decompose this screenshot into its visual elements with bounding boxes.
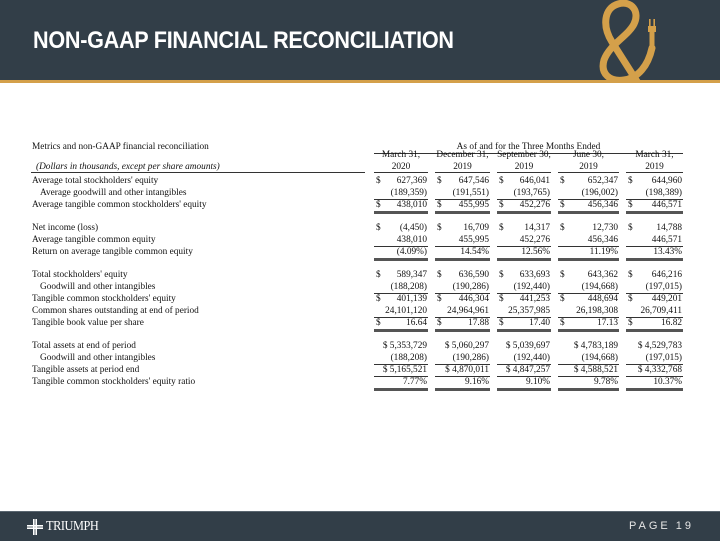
cell-value: 438,010 [396, 235, 427, 245]
subtotal-rule [558, 364, 619, 365]
subtotal-rule [374, 199, 428, 200]
table-cell [435, 246, 490, 258]
table-cell [626, 305, 683, 317]
currency-symbol: $ [376, 294, 381, 304]
cell-value: $ 5,039,697 [505, 341, 550, 351]
row-label: Total stockholders' equity [32, 270, 128, 280]
currency-symbol: $ [437, 270, 442, 280]
table-cell [558, 293, 619, 305]
table-cell [626, 234, 683, 246]
row-label: Goodwill and other intangibles [40, 353, 156, 363]
currency-symbol: $ [499, 176, 504, 186]
cell-value: (197,015) [645, 353, 682, 363]
subtotal-rule [626, 317, 683, 318]
subtotal-rule [435, 317, 490, 318]
cell-value: 7.77% [402, 377, 427, 387]
cell-value: (194,668) [581, 353, 618, 363]
table-cell [497, 269, 551, 281]
cell-value: 14,317 [524, 223, 550, 233]
page-title: NON-GAAP FINANCIAL RECONCILIATION [33, 27, 454, 54]
footer-brand [27, 517, 106, 537]
column-header-rule [626, 172, 683, 173]
currency-symbol: $ [560, 176, 565, 186]
table-cell [374, 281, 428, 293]
cell-value: 633,693 [519, 270, 550, 280]
subtotal-rule [626, 293, 683, 294]
currency-symbol: $ [376, 200, 381, 210]
table-cell [558, 281, 619, 293]
cell-value: 589,347 [396, 270, 427, 280]
total-double-rule [374, 388, 428, 391]
row-label: Total assets at end of period [32, 341, 136, 351]
table-cell [435, 340, 490, 352]
table-cell [435, 305, 490, 317]
cell-value: 643,362 [587, 270, 618, 280]
column-header-year: 2019 [453, 162, 472, 172]
column-header-year: 2020 [391, 162, 411, 172]
table-cell [435, 175, 490, 187]
table-cell [497, 187, 551, 199]
total-double-rule [626, 329, 683, 332]
cell-value: 452,276 [519, 235, 550, 245]
total-double-rule [435, 211, 490, 214]
cell-value: 9.78% [593, 377, 618, 387]
table-cell [626, 376, 683, 388]
subtotal-rule [558, 246, 619, 247]
total-double-rule [558, 329, 619, 332]
row-label: Average tangible common stockholders' equity [32, 200, 207, 210]
currency-symbol: $ [376, 176, 381, 186]
cell-value: 26,198,308 [576, 306, 618, 316]
currency-symbol: $ [628, 318, 633, 328]
currency-symbol: $ [628, 200, 633, 210]
table-cell [374, 246, 428, 258]
table-cell [626, 281, 683, 293]
cell-value: 627,369 [396, 176, 427, 186]
cell-value: 12.56% [521, 247, 550, 257]
subtotal-rule [374, 246, 428, 247]
total-double-rule [374, 258, 428, 261]
brand-name: TRIUMPH [46, 519, 99, 534]
table-cell [374, 234, 428, 246]
cell-value: 16.64 [406, 318, 427, 328]
cell-value: $ 5,165,521 [382, 365, 427, 375]
subtotal-rule [435, 293, 490, 294]
table-cell [558, 352, 619, 364]
cell-value: (188,208) [390, 353, 427, 363]
cell-value: 10.37% [653, 377, 682, 387]
table-cell [497, 281, 551, 293]
cell-value: $ 4,847,257 [505, 365, 550, 375]
table-cell [626, 340, 683, 352]
table-cell [558, 269, 619, 281]
cell-value: (189,359) [390, 188, 427, 198]
currency-symbol: $ [499, 270, 504, 280]
table-cell [497, 352, 551, 364]
subtotal-rule [497, 246, 551, 247]
table-cell [374, 305, 428, 317]
column-header-year: 2019 [514, 162, 534, 172]
currency-symbol: $ [560, 318, 565, 328]
total-double-rule [497, 388, 551, 391]
table-cell [558, 305, 619, 317]
cell-value: 446,304 [458, 294, 489, 304]
cell-value: 11.19% [589, 247, 618, 257]
column-header-rule [497, 172, 551, 173]
currency-symbol: $ [376, 318, 381, 328]
cell-value: 14.54% [460, 247, 489, 257]
row-label: Tangible book value per share [32, 318, 144, 328]
column-header-period: December 31, [436, 150, 489, 160]
table-cell [497, 364, 551, 376]
table-cell [374, 340, 428, 352]
table-cell [626, 364, 683, 376]
total-double-rule [435, 258, 490, 261]
table-cell [435, 281, 490, 293]
currency-symbol: $ [560, 223, 565, 233]
subtotal-rule [497, 199, 551, 200]
table-cell [497, 376, 551, 388]
cell-value: $ 4,588,521 [573, 365, 618, 375]
cell-value: $ 4,783,189 [573, 341, 618, 351]
cell-value: 646,216 [651, 270, 682, 280]
currency-symbol: $ [437, 294, 442, 304]
row-label: Average goodwill and other intangibles [40, 188, 187, 198]
cell-value: 26,709,411 [640, 306, 682, 316]
table-cell [626, 199, 683, 211]
currency-symbol: $ [628, 270, 633, 280]
cell-value: 12,730 [592, 223, 618, 233]
page-number [624, 520, 694, 532]
cell-value: 448,694 [587, 294, 618, 304]
column-header-year: 2019 [645, 162, 664, 172]
subtotal-rule [626, 364, 683, 365]
cell-value: (197,015) [645, 282, 682, 292]
table-cell [626, 293, 683, 305]
cell-value: (190,286) [452, 353, 489, 363]
cell-value: 24,101,120 [385, 306, 427, 316]
table-cell [435, 222, 490, 234]
cell-value: 455,995 [458, 235, 489, 245]
table-cell [626, 246, 683, 258]
cell-value: $ 4,870,011 [445, 365, 489, 375]
column-header-period: September 30, [497, 150, 551, 160]
table-cell [435, 293, 490, 305]
cell-value: 446,571 [651, 235, 682, 245]
cell-value: (193,765) [513, 188, 550, 198]
currency-symbol: $ [560, 200, 565, 210]
cell-value: 16,709 [463, 223, 489, 233]
table-cell [626, 317, 683, 329]
cell-value: 25,357,985 [508, 306, 550, 316]
table-cell [435, 269, 490, 281]
table-cell [558, 317, 619, 329]
cell-value: 452,276 [519, 200, 550, 210]
cell-value: 652,347 [587, 176, 618, 186]
page-number-value: 19 [675, 520, 694, 532]
currency-symbol: $ [437, 318, 442, 328]
column-header-period: June 30, [573, 150, 604, 160]
subtotal-rule [497, 293, 551, 294]
table-cell [626, 352, 683, 364]
currency-symbol: $ [499, 294, 504, 304]
cell-value: (192,440) [513, 282, 550, 292]
cell-value: 9.16% [464, 377, 489, 387]
table-cell [374, 199, 428, 211]
label-header-rule [31, 172, 365, 173]
table-cell [435, 234, 490, 246]
row-label: Tangible common stockholders' equity ratio [32, 377, 196, 387]
column-header-period: March 31, [635, 150, 674, 160]
currency-symbol: $ [437, 223, 442, 233]
total-double-rule [558, 258, 619, 261]
currency-symbol: $ [499, 318, 504, 328]
table-cell [558, 376, 619, 388]
cell-value: 441,253 [519, 294, 550, 304]
table-cell [497, 222, 551, 234]
table-cell [626, 269, 683, 281]
subtotal-rule [374, 317, 428, 318]
subtotal-rule [374, 364, 428, 365]
cell-value: $ 4,332,768 [637, 365, 682, 375]
table-cell [374, 187, 428, 199]
total-double-rule [626, 258, 683, 261]
cell-value: 9.10% [525, 377, 550, 387]
cell-value: (188,208) [390, 282, 427, 292]
total-double-rule [374, 211, 428, 214]
cell-value: (4,450) [399, 223, 427, 233]
table-cell [497, 175, 551, 187]
column-header-period: March 31, [381, 150, 421, 160]
table-cell [497, 199, 551, 211]
units-note: (Dollars in thousands, except per share amounts) [36, 162, 220, 172]
table-cell [374, 352, 428, 364]
total-double-rule [497, 211, 551, 214]
cell-value: (196,002) [581, 188, 618, 198]
table-cell [497, 340, 551, 352]
currency-symbol: $ [437, 200, 442, 210]
subtotal-rule [435, 376, 490, 377]
row-label: Return on average tangible common equity [32, 247, 193, 257]
row-label: Average total stockholders' equity [32, 176, 159, 186]
table-cell [558, 246, 619, 258]
table-cell [626, 175, 683, 187]
subtotal-rule [558, 199, 619, 200]
table-cell [558, 175, 619, 187]
currency-symbol: $ [376, 223, 381, 233]
currency-symbol: $ [499, 223, 504, 233]
cell-value: 456,346 [587, 200, 618, 210]
cell-value: 401,139 [396, 294, 427, 304]
table-cell [558, 222, 619, 234]
subtotal-rule [435, 246, 490, 247]
table-cell [435, 352, 490, 364]
cell-value: 438,010 [396, 200, 427, 210]
currency-symbol: $ [376, 270, 381, 280]
row-label: Average tangible common equity [32, 235, 156, 245]
group-header: As of and for the Three Months Ended [456, 142, 601, 152]
currency-symbol: $ [628, 223, 633, 233]
table-cell [435, 364, 490, 376]
cell-value: $ 5,353,729 [382, 341, 427, 351]
total-double-rule [626, 388, 683, 391]
row-label: Net income (loss) [32, 223, 99, 233]
table-cell [558, 340, 619, 352]
subtotal-rule [558, 376, 619, 377]
table-cell [497, 305, 551, 317]
cell-value: 455,995 [458, 200, 489, 210]
table-cell [558, 364, 619, 376]
table-cell [497, 317, 551, 329]
table-cell [558, 234, 619, 246]
row-label: Common shares outstanding at end of period [32, 306, 199, 316]
subtotal-rule [626, 246, 683, 247]
cell-value: 17.40 [529, 318, 550, 328]
subtotal-rule [435, 199, 490, 200]
cell-value: 13.43% [653, 247, 682, 257]
currency-symbol: $ [628, 294, 633, 304]
cell-value: (192,440) [513, 353, 550, 363]
cell-value: (198,389) [645, 188, 682, 198]
cell-value: 14,788 [656, 223, 682, 233]
section-label: Metrics and non-GAAP financial reconciliation [32, 142, 209, 152]
table-cell [435, 187, 490, 199]
currency-symbol: $ [628, 176, 633, 186]
cell-value: (4.09%) [396, 247, 427, 257]
currency-symbol: $ [560, 270, 565, 280]
row-label: Tangible common stockholders' equity [32, 294, 176, 304]
row-label: Goodwill and other intangibles [40, 282, 156, 292]
cell-value: 24,964,961 [447, 306, 489, 316]
table-cell [497, 246, 551, 258]
table-cell [374, 293, 428, 305]
cell-value: 644,960 [651, 176, 682, 186]
table-cell [558, 199, 619, 211]
table-cell [626, 222, 683, 234]
subtotal-rule [558, 317, 619, 318]
cell-value: 16.82 [661, 318, 682, 328]
cell-value: 636,590 [458, 270, 489, 280]
subtotal-rule [374, 376, 428, 377]
cell-value: (191,551) [452, 188, 489, 198]
table-cell [497, 293, 551, 305]
cell-value: 17.13 [597, 318, 618, 328]
column-header-rule [374, 172, 428, 173]
slide-footer [0, 511, 720, 541]
subtotal-rule [435, 364, 490, 365]
cell-value: (194,668) [581, 282, 618, 292]
table-cell [374, 269, 428, 281]
table-cell [497, 234, 551, 246]
table-cell [374, 376, 428, 388]
cell-value: (190,286) [452, 282, 489, 292]
total-double-rule [435, 388, 490, 391]
total-double-rule [497, 329, 551, 332]
subtotal-rule [626, 376, 683, 377]
cell-value: 17.88 [468, 318, 489, 328]
currency-symbol: $ [560, 294, 565, 304]
column-header-rule [435, 172, 490, 173]
column-header-rule [558, 172, 619, 173]
cell-value: $ 5,060,297 [444, 341, 489, 351]
total-double-rule [435, 329, 490, 332]
cell-value: $ 4,529,783 [637, 341, 682, 351]
currency-symbol: $ [499, 200, 504, 210]
cell-value: 446,571 [651, 200, 682, 210]
subtotal-rule [374, 293, 428, 294]
table-cell [374, 222, 428, 234]
column-header-year: 2019 [579, 162, 598, 172]
cell-value: 646,041 [519, 176, 550, 186]
subtotal-rule [558, 293, 619, 294]
subtotal-rule [497, 317, 551, 318]
subtotal-rule [626, 199, 683, 200]
cell-value: 449,201 [651, 294, 682, 304]
total-double-rule [626, 211, 683, 214]
table-cell [374, 175, 428, 187]
table-cell [435, 199, 490, 211]
total-double-rule [374, 329, 428, 332]
table-cell [558, 187, 619, 199]
total-double-rule [558, 211, 619, 214]
table-cell [374, 317, 428, 329]
table-cell [435, 376, 490, 388]
cell-value: 456,346 [587, 235, 618, 245]
total-double-rule [558, 388, 619, 391]
table-cell [435, 317, 490, 329]
table-cell [626, 187, 683, 199]
total-double-rule [497, 258, 551, 261]
page-label: PAGE [628, 520, 671, 532]
subtotal-rule [497, 364, 551, 365]
table-cell [374, 364, 428, 376]
currency-symbol: $ [437, 176, 442, 186]
row-label: Tangible assets at period end [32, 365, 140, 375]
cell-value: 647,546 [458, 176, 489, 186]
subtotal-rule [497, 376, 551, 377]
triumph-cross-icon [27, 519, 43, 535]
